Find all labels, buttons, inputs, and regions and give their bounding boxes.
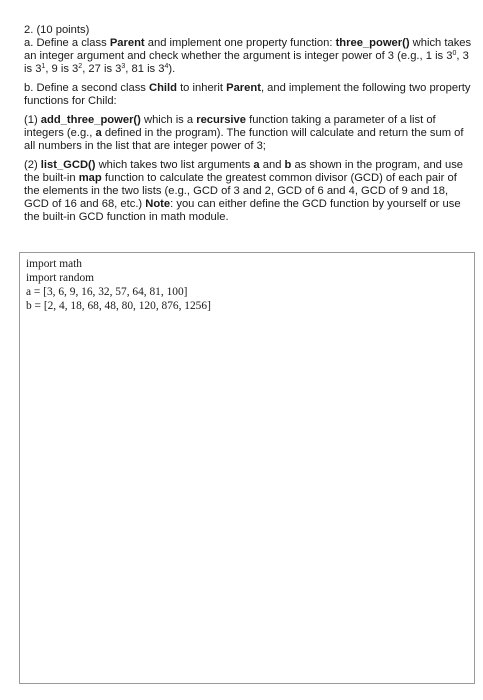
part-b-text-3: , and implement the following two property functions for Child: <box>24 82 471 107</box>
question-header: 2. (10 points) <box>24 24 90 36</box>
item-2-note: Note <box>145 198 171 210</box>
part-a-text-7: , 81 is 3 <box>125 63 165 75</box>
question-text <box>24 24 474 224</box>
part-b-class-child: Child <box>149 82 177 94</box>
item-1-list-a: a <box>95 127 102 139</box>
part-a-text-4: , 3 is 3 <box>24 50 469 75</box>
code-line: import random <box>26 272 95 284</box>
part-a-text-6: , 27 is 3 <box>82 63 122 75</box>
item-1-text-4: defined in the program). The function will calculate and return the sum of all numbers in the list that are integer power of 3; <box>24 127 464 152</box>
exponent-1: 1 <box>41 63 46 70</box>
item-2-text-3: and <box>259 159 285 171</box>
item-2-list-b: b <box>284 159 292 171</box>
item-2-text-1: (2) <box>24 159 41 171</box>
part-a-text-8: ). <box>168 63 176 75</box>
part-a-text-5: , 9 is 3 <box>45 63 79 75</box>
item-2-func-list-gcd: list_GCD() <box>40 159 96 171</box>
code-line: b = [2, 4, 18, 68, 48, 80, 120, 876, 1256] <box>26 300 211 312</box>
item-1-text-2: which is a <box>140 114 197 126</box>
part-b-text-2: to inherit <box>176 82 227 94</box>
code-answer-box[interactable] <box>19 252 475 684</box>
exponent-4: 4 <box>164 63 169 70</box>
item-1-recursive: recursive <box>196 114 246 126</box>
exponent-3: 3 <box>121 63 126 70</box>
item-2-map: map <box>78 172 102 184</box>
item-1-text-1: (1) <box>24 114 41 126</box>
part-a-class-parent: Parent <box>109 37 145 49</box>
part-b-paragraph <box>24 82 474 108</box>
item-2-paragraph <box>24 159 474 224</box>
part-b-text-1: b. Define a second class <box>24 82 149 94</box>
item-2-text-2: which takes two list arguments <box>95 159 254 171</box>
code-line: a = [3, 6, 9, 16, 32, 57, 64, 81, 100] <box>26 286 188 298</box>
item-2-text-4: as shown in the program, and use the built-in <box>24 159 464 184</box>
item-2-text-5: function to calculate the greatest common divisor (GCD) of each pair of the elements in the two lists (e.g., GCD of 3 and 2, GCD of 6 and 4, GCD of 9 and 18, GCD of 16 and 68, etc.) <box>24 172 457 210</box>
item-2-text-6: : you can either define the GCD function by yourself or use the built-in GCD function in math module. <box>24 198 461 223</box>
part-a-func-three-power: three_power() <box>335 37 410 49</box>
code-line: import math <box>26 258 82 270</box>
part-b-class-parent: Parent <box>226 82 261 94</box>
part-a-text-2: and implement one property function: <box>144 37 336 49</box>
exponent-0: 0 <box>452 50 457 57</box>
exponent-2: 2 <box>78 63 83 70</box>
part-a-text-1: a. Define a class <box>24 37 110 49</box>
part-a-text-3: which takes an integer argument and check whether the argument is integer power of 3 (e.g., 1 is 3 <box>24 37 472 62</box>
part-a-paragraph <box>24 37 474 76</box>
item-2-list-a: a <box>253 159 260 171</box>
item-1-paragraph <box>24 114 474 153</box>
item-1-text-3: function taking a parameter of a list of integers (e.g., <box>24 114 436 139</box>
item-1-func-add-three-power: add_three_power() <box>40 114 141 126</box>
